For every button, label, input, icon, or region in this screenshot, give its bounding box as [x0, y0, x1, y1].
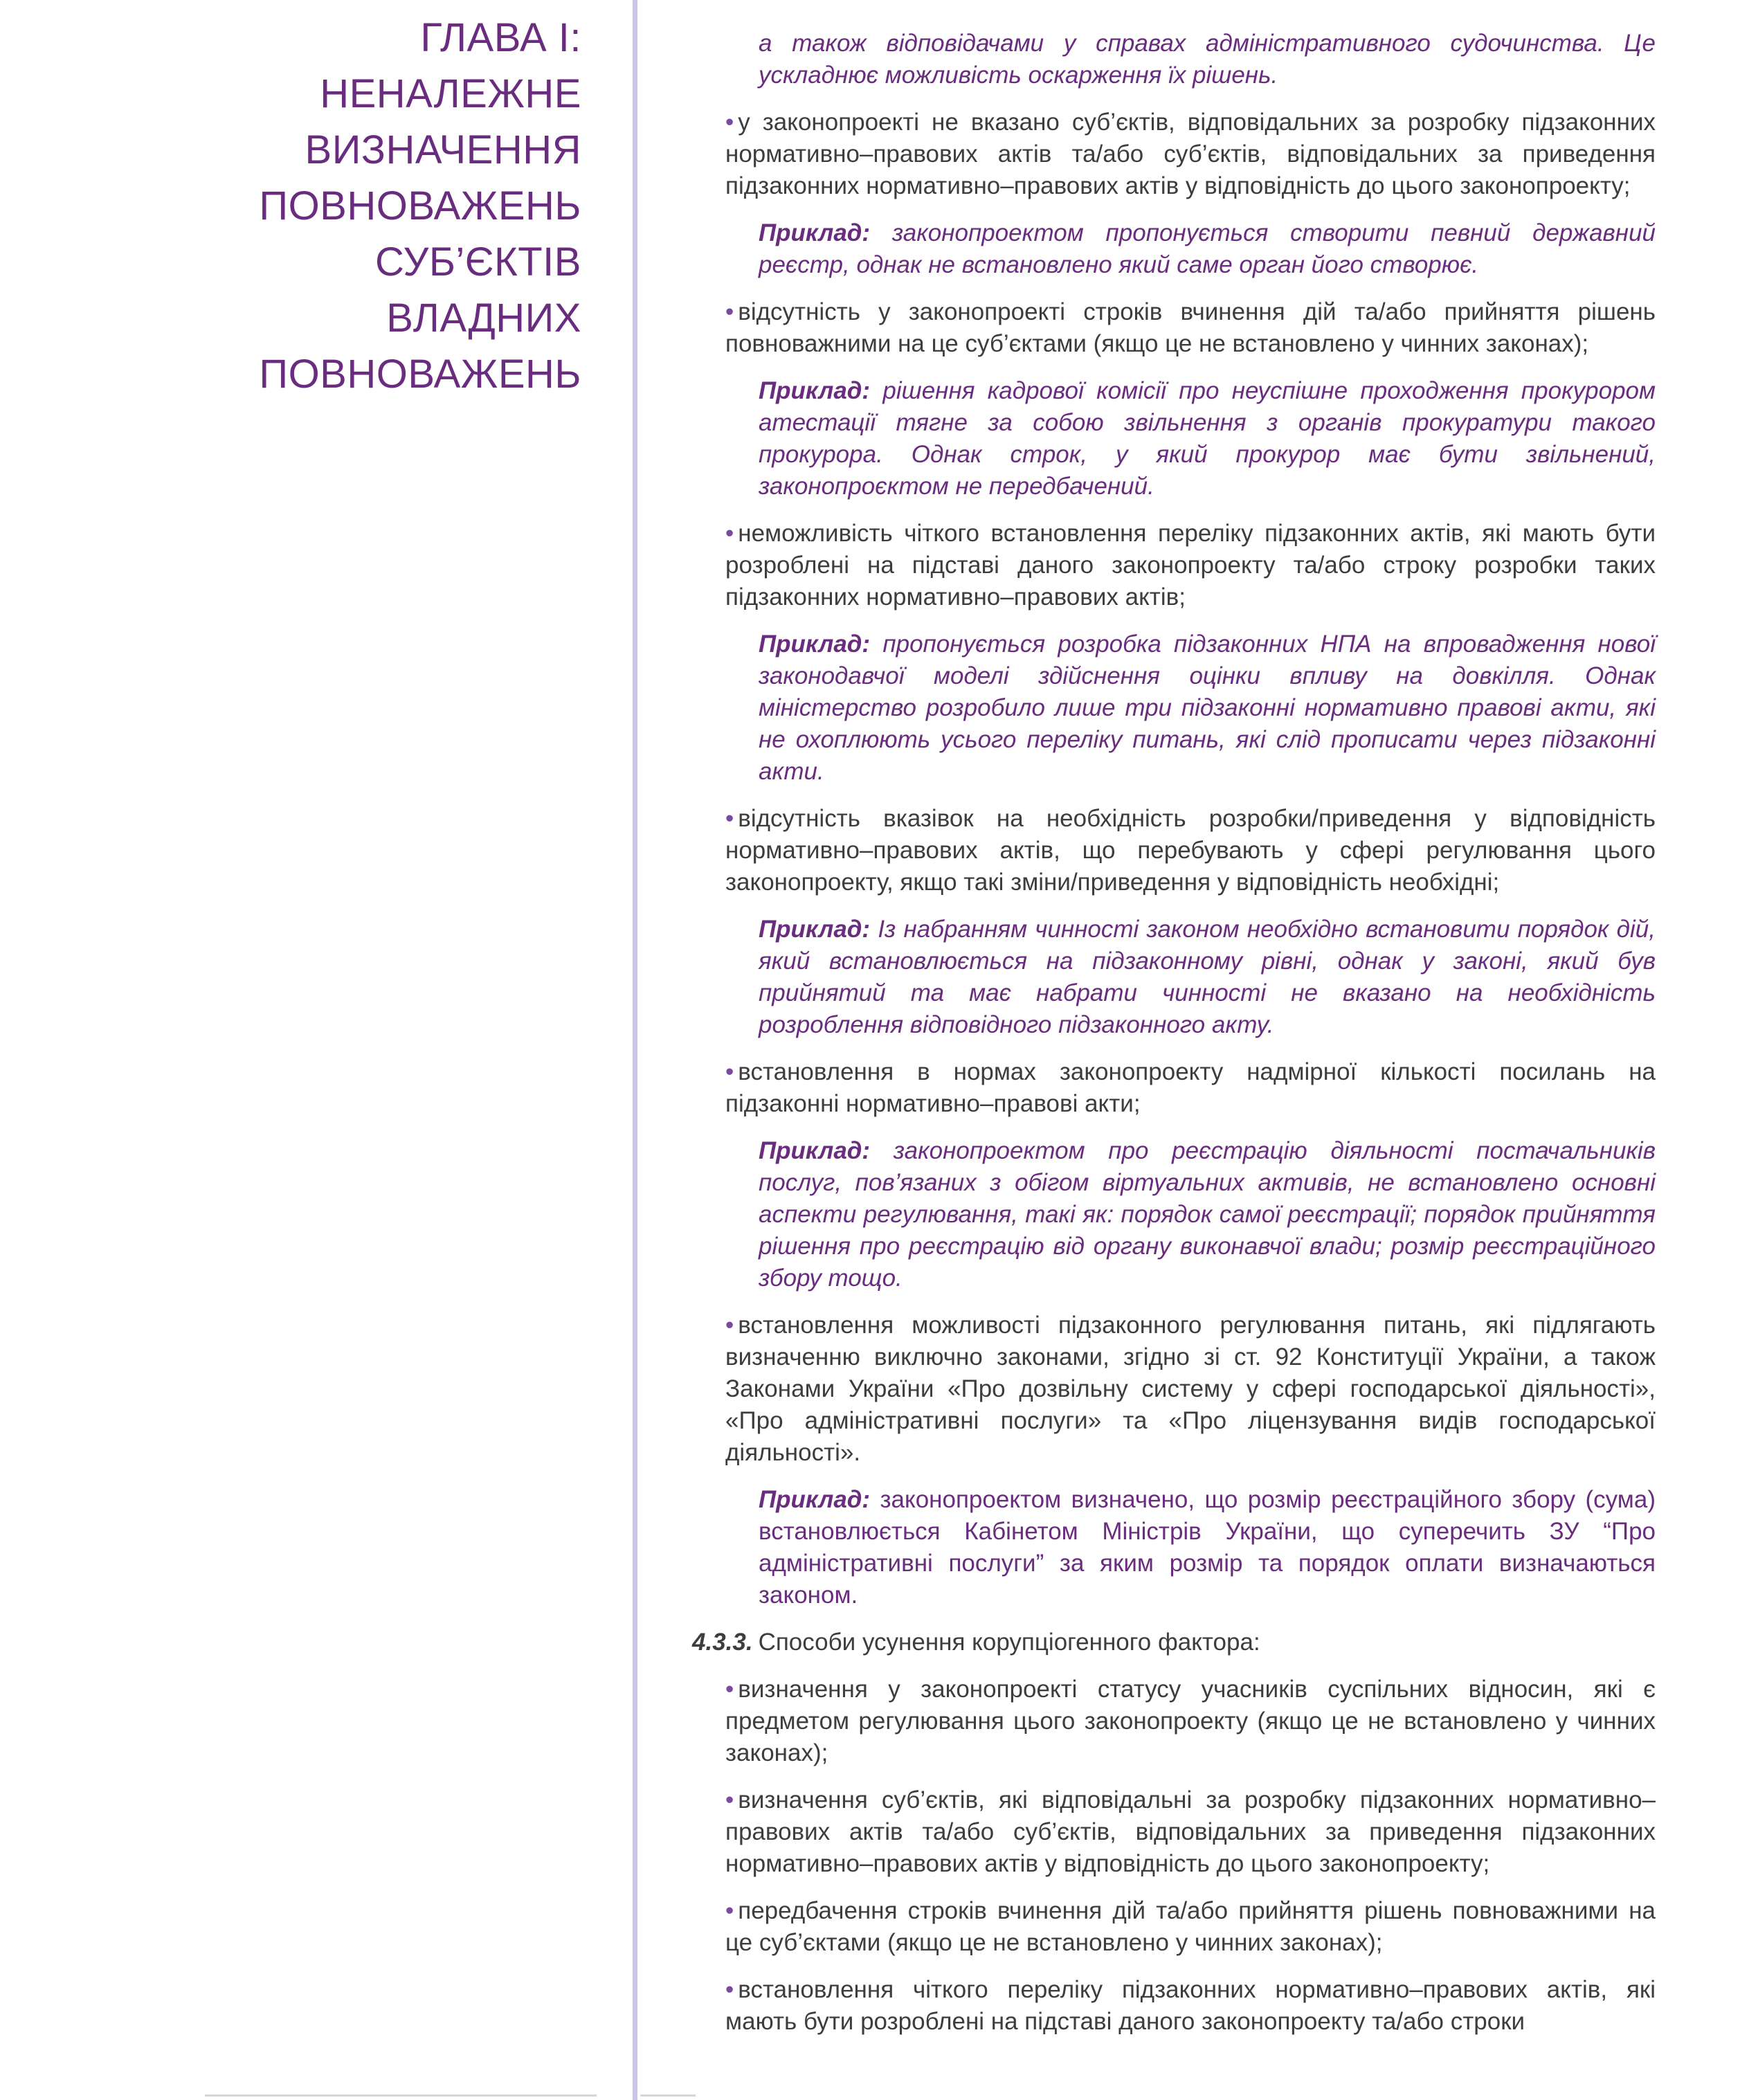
main-content — [692, 28, 1656, 2053]
list-item-text: неможливість чіткого встановлення переліку підзаконних актів, які мають бути розроблені на підставі даного законопроекту та/або строку розробки таких підзаконних нормативно–правових актів; — [725, 520, 1656, 610]
entry-block — [692, 1310, 1656, 1611]
list-item — [725, 1056, 1656, 1120]
list-item — [725, 803, 1656, 898]
list-item-text: у законопроекті не вказано суб’єктів, відповідальних за розробку підзаконних нормативно–правових актів та/або суб’єктів, відповідальних за приведення підзаконних нормативно–правових актів у відповідність до цього законопроекту; — [725, 109, 1656, 199]
example-label: Приклад: — [759, 916, 871, 943]
list-item — [725, 1784, 1656, 1880]
footer-rule-right — [640, 2094, 696, 2097]
bullet-icon: • — [725, 1897, 734, 1924]
bullet-icon: • — [725, 1786, 734, 1813]
continued-example: а також відповідачами у справах адміністративного судочинства. Це ускладнює можливість оскарження їх рішень. — [759, 30, 1656, 89]
bullet-icon: • — [725, 1312, 734, 1339]
chapter-title-line: ПОВНОВАЖЕНЬ — [259, 352, 581, 397]
entry-block — [692, 107, 1656, 281]
list-item — [725, 107, 1656, 202]
bullet-icon: • — [725, 1058, 734, 1085]
chapter-title-line: НЕНАЛЕЖНЕ — [320, 71, 581, 116]
list-item-text: визначення суб’єктів, які відповідальні за розробку підзаконних нормативно–правових актів та/або суб’єктів, відповідальних за приведення підзаконних нормативно–правових актів у відповідність до цього законопроекту; — [725, 1786, 1656, 1877]
list-item — [725, 1974, 1656, 2038]
entry-block — [692, 803, 1656, 1041]
list-item-text: визначення у законопроекті статусу учасників суспільних відносин, які є предметом регулювання цього законопроекту (якщо це не встановлено у чинних законах); — [725, 1676, 1656, 1766]
example-label: Приклад: — [759, 1486, 871, 1513]
example-text: законопроектом визначено, що розмір реєстраційного збору (сума) встановлюється Кабінетом Міністрів України, що суперечить ЗУ “Про адміністративні послуги” за яким розмір та порядок оплати визначаються законом. — [759, 1486, 1656, 1609]
example-text: законопроектом пропонується створити певний державний реєстр, однак не встановлено який саме орган його створює. — [759, 219, 1656, 278]
bullet-icon: • — [725, 520, 734, 547]
subsection-title: Способи усунення корупціогенного фактора: — [758, 1629, 1260, 1656]
list-item — [725, 518, 1656, 613]
list-item-text: відсутність вказівок на необхідність розробки/приведення у відповідність нормативно–правових актів, що перебувають у сфері регулювання цього законопроекту, якщо такі зміни/приведення у відповідність необхідні; — [725, 805, 1656, 896]
bullet-icon: • — [725, 109, 734, 136]
example-label: Приклад: — [759, 631, 871, 658]
entry-block — [692, 1056, 1656, 1294]
example-block — [759, 217, 1656, 281]
subsection-number: 4.3.3. — [692, 1629, 753, 1656]
example-text: пропонується розробка підзаконних НПА на впровадження нової законодавчої моделі здійснення оцінки впливу на довкілля. Однак міністерство розробило лише три підзаконні нормативно правові акти, які не охоплюють усього переліку питань, які слід прописати через підзаконні акти. — [759, 631, 1656, 785]
bullet-icon: • — [725, 805, 734, 832]
example-block — [759, 375, 1656, 503]
list-item-text: встановлення можливості підзаконного регулювання питань, які підлягають визначенню виключно законами, згідно зі ст. 92 Конституції України, а також Законами України «Про дозвільну систему у сфері господарської діяльності», «Про адміністративні послуги» та «Про ліцензування видів господарської діяльності». — [725, 1312, 1656, 1466]
example-text: законопроектом про реєстрацію діяльності постачальників послуг, пов’язаних з обігом віртуальних активів, не встановлено основні аспекти регулювання, такі як: порядок самої реєстрації; порядок прийняття рішення про реєстрацію від органу виконавчої влади; розмір реєстраційного збору тощо. — [759, 1137, 1656, 1292]
bullet-icon: • — [725, 1976, 734, 2003]
subsection-heading — [692, 1627, 1656, 1658]
entry-block — [692, 296, 1656, 503]
example-label: Приклад: — [759, 1137, 871, 1164]
example-text: рішення кадрової комісії про неуспішне проходження прокурором атестації тягне за собою звільнення з органів прокуратури такого прокурора. Однак строк, у який прокурор має бути звільнений, законопроєктом не передбачений. — [759, 377, 1656, 500]
footer-rule-left — [205, 2094, 597, 2097]
example-block — [759, 1135, 1656, 1294]
vertical-divider — [633, 0, 637, 2100]
list-item — [725, 1310, 1656, 1469]
example-block — [759, 628, 1656, 788]
example-text: Із набранням чинності законом необхідно встановити порядок дій, який встановлюється на підзаконному рівні, однак у законі, який був прийнятий та має набрати чинності не вказано на необхідність розроблення відповідного підзаконного акту. — [759, 916, 1656, 1038]
chapter-title — [166, 10, 581, 402]
example-block — [759, 1484, 1656, 1611]
entry-block — [692, 518, 1656, 788]
chapter-title-line: ВИЗНАЧЕННЯ — [305, 127, 581, 172]
example-label: Приклад: — [759, 377, 871, 404]
list-item — [725, 296, 1656, 360]
chapter-title-line: ПОВНОВАЖЕНЬ — [259, 183, 581, 228]
list-item-text: встановлення чіткого переліку підзаконних нормативно–правових актів, які мають бути розроблені на підставі даного законопроекту та/або строки — [725, 1976, 1656, 2035]
chapter-title-line: ВЛАДНИХ — [386, 296, 581, 341]
list-item — [725, 1895, 1656, 1959]
bullet-icon: • — [725, 298, 734, 325]
example-block — [759, 914, 1656, 1041]
list-item-text: передбачення строків вчинення дій та/або прийняття рішень повноважними на це суб’єктами (якщо це не встановлено у чинних законах); — [725, 1897, 1656, 1956]
chapter-title-line: ГЛАВА І: — [420, 15, 581, 60]
example-label: Приклад: — [759, 219, 871, 246]
chapter-title-line: СУБ’ЄКТІВ — [375, 239, 581, 284]
list-item-text: відсутність у законопроекті строків вчинення дій та/або прийняття рішень повноважними на це суб’єктами (якщо це не встановлено у чинних законах); — [725, 298, 1656, 357]
list-item — [725, 1674, 1656, 1769]
list-item-text: встановлення в нормах законопроекту надмірної кількості посилань на підзаконні нормативно–правові акти; — [725, 1058, 1656, 1117]
bullet-icon: • — [725, 1676, 734, 1703]
